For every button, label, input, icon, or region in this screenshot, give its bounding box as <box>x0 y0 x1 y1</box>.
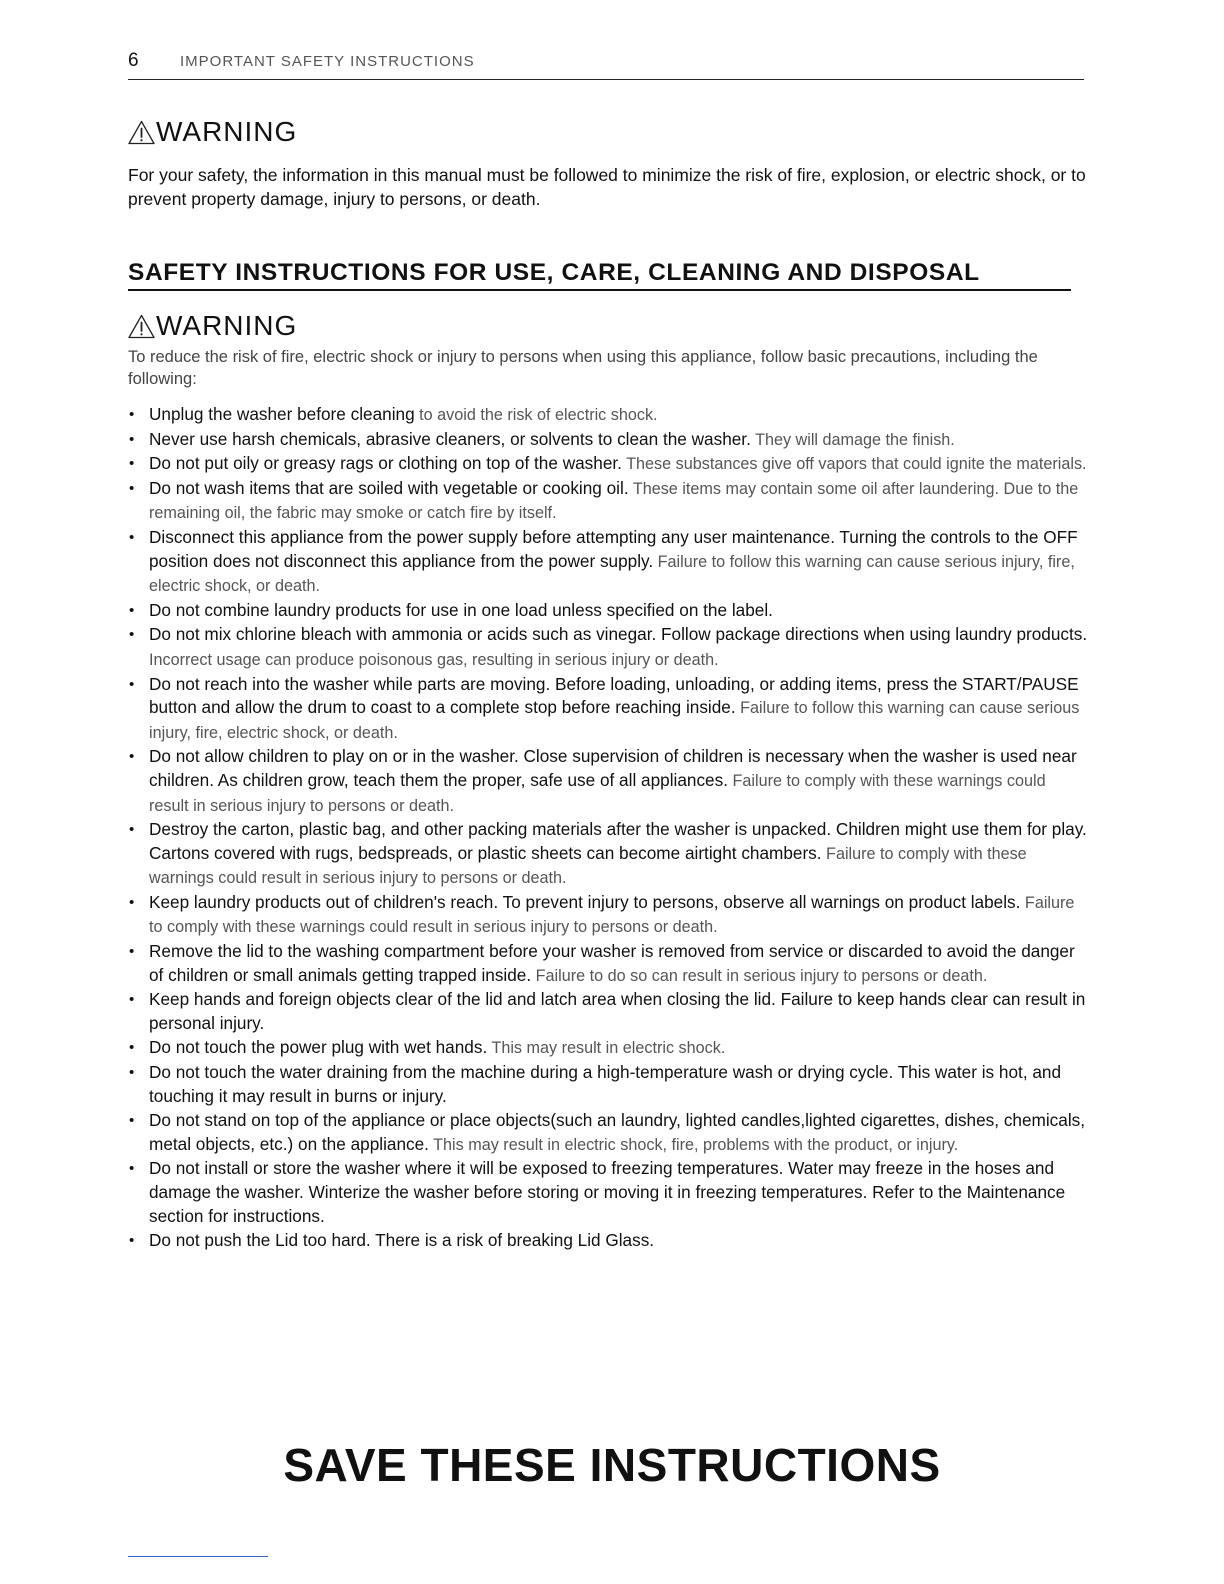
warning-heading-2 <box>128 310 297 342</box>
list-item: • Do not touch the water draining from the machine during a high-temperature wash or drying cycle. This water is hot, and touching it may result in burns or injury. <box>128 1061 1088 1109</box>
list-item: • Do not reach into the washer while parts are moving. Before loading, unloading, or adding items, press the START/PAUSE button and allow the drum to coast to a complete stop before reaching inside. Failure to follow this warning can cause serious injury, fire, electric shock, or death. <box>128 673 1088 746</box>
page-number: 6 <box>128 50 139 71</box>
warning-intro: To reduce the risk of fire, electric shock or injury to persons when using this appliance, follow basic precautions, including the following: <box>128 348 1038 388</box>
list-item: • Do not push the Lid too hard. There is a risk of breaking Lid Glass. <box>128 1229 1088 1254</box>
list-item: • Destroy the carton, plastic bag, and other packing materials after the washer is unpacked. Children might use them for play. Cartons covered with rugs, bedspreads, or plastic sheets can become airtight chambers. Failure to comply with these warnings could result in serious injury to persons or death. <box>128 818 1088 891</box>
warning-heading-text: WARNING <box>156 310 298 341</box>
warning-body-1: For your safety, the information in this manual must be followed to minimize the risk of fire, explosion, or electric shock, or to prevent property damage, injury to persons, or death. <box>128 165 1086 209</box>
list-item: • Remove the lid to the washing compartment before your washer is removed from service or discarded to avoid the danger of children or small animals getting trapped inside. Failure to do so can result in serious injury to persons or death. <box>128 940 1088 988</box>
list-item: • Disconnect this appliance from the power supply before attempting any user maintenance. Turning the controls to the OFF position does not disconnect this appliance from the power supply. Failure to follow this warning can cause serious injury, fire, electric shock, or death. <box>128 526 1088 599</box>
safety-bullet-list <box>128 403 1088 1254</box>
header-title: IMPORTANT SAFETY INSTRUCTIONS <box>180 53 475 70</box>
list-item: • Keep laundry products out of children's reach. To prevent injury to persons, observe all warnings on product labels. Failure to comply with these warnings could result in serious injury to persons or death. <box>128 891 1088 940</box>
list-item: • Do not wash items that are soiled with vegetable or cooking oil. These items may contain some oil after laundering. Due to the remaining oil, the fabric may smoke or catch fire by itself. <box>128 477 1088 526</box>
warning-heading-text: WARNING <box>156 116 298 147</box>
list-item: • Keep hands and foreign objects clear of the lid and latch area when closing the lid. Failure to keep hands clear can result in personal injury. <box>128 988 1088 1036</box>
list-item: • Do not mix chlorine bleach with ammonia or acids such as vinegar. Follow package directions when using laundry products. Incorrect usage can produce poisonous gas, resulting in serious injury or death. <box>128 623 1088 672</box>
warning-heading-1 <box>128 116 297 148</box>
warning-triangle-icon <box>128 120 155 145</box>
list-item: • Do not put oily or greasy rags or clothing on top of the washer. These substances give off vapors that could ignite the materials. <box>128 452 1088 477</box>
list-item: • Do not install or store the washer where it will be exposed to freezing temperatures. Water may freeze in the hoses and damage the washer. Winterize the washer before storing or moving it in freezing temperatures. Refer to the Maintenance section for instructions. <box>128 1157 1088 1229</box>
list-item: • Do not allow children to play on or in the washer. Close supervision of children is necessary when the washer is used near children. As children grow, teach them the proper, safe use of all appliances. Failure to comply with these warnings could result in serious injury to persons or death. <box>128 745 1088 818</box>
list-item: • Do not touch the power plug with wet hands. This may result in electric shock. <box>128 1036 1088 1061</box>
running-header <box>128 50 1084 80</box>
list-item: • Never use harsh chemicals, abrasive cleaners, or solvents to clean the washer. They will damage the finish. <box>128 428 1088 453</box>
closing-title: SAVE THESE INSTRUCTIONS <box>283 1439 941 1491</box>
warning-triangle-icon <box>128 314 155 339</box>
list-item: • Do not combine laundry products for use in one load unless specified on the label. <box>128 599 1088 624</box>
list-item: • Do not stand on top of the appliance or place objects(such an laundry, lighted candles,lighted cigarettes, dishes, chemicals, metal objects, etc.) on the appliance. This may result in electric shock, fire, problems with the product, or injury. <box>128 1109 1088 1157</box>
footer-rule <box>128 1556 268 1557</box>
list-item: • Unplug the washer before cleaning to avoid the risk of electric shock. <box>128 403 1088 428</box>
section-heading: SAFETY INSTRUCTIONS FOR USE, CARE, CLEANING AND DISPOSAL <box>128 258 1071 291</box>
